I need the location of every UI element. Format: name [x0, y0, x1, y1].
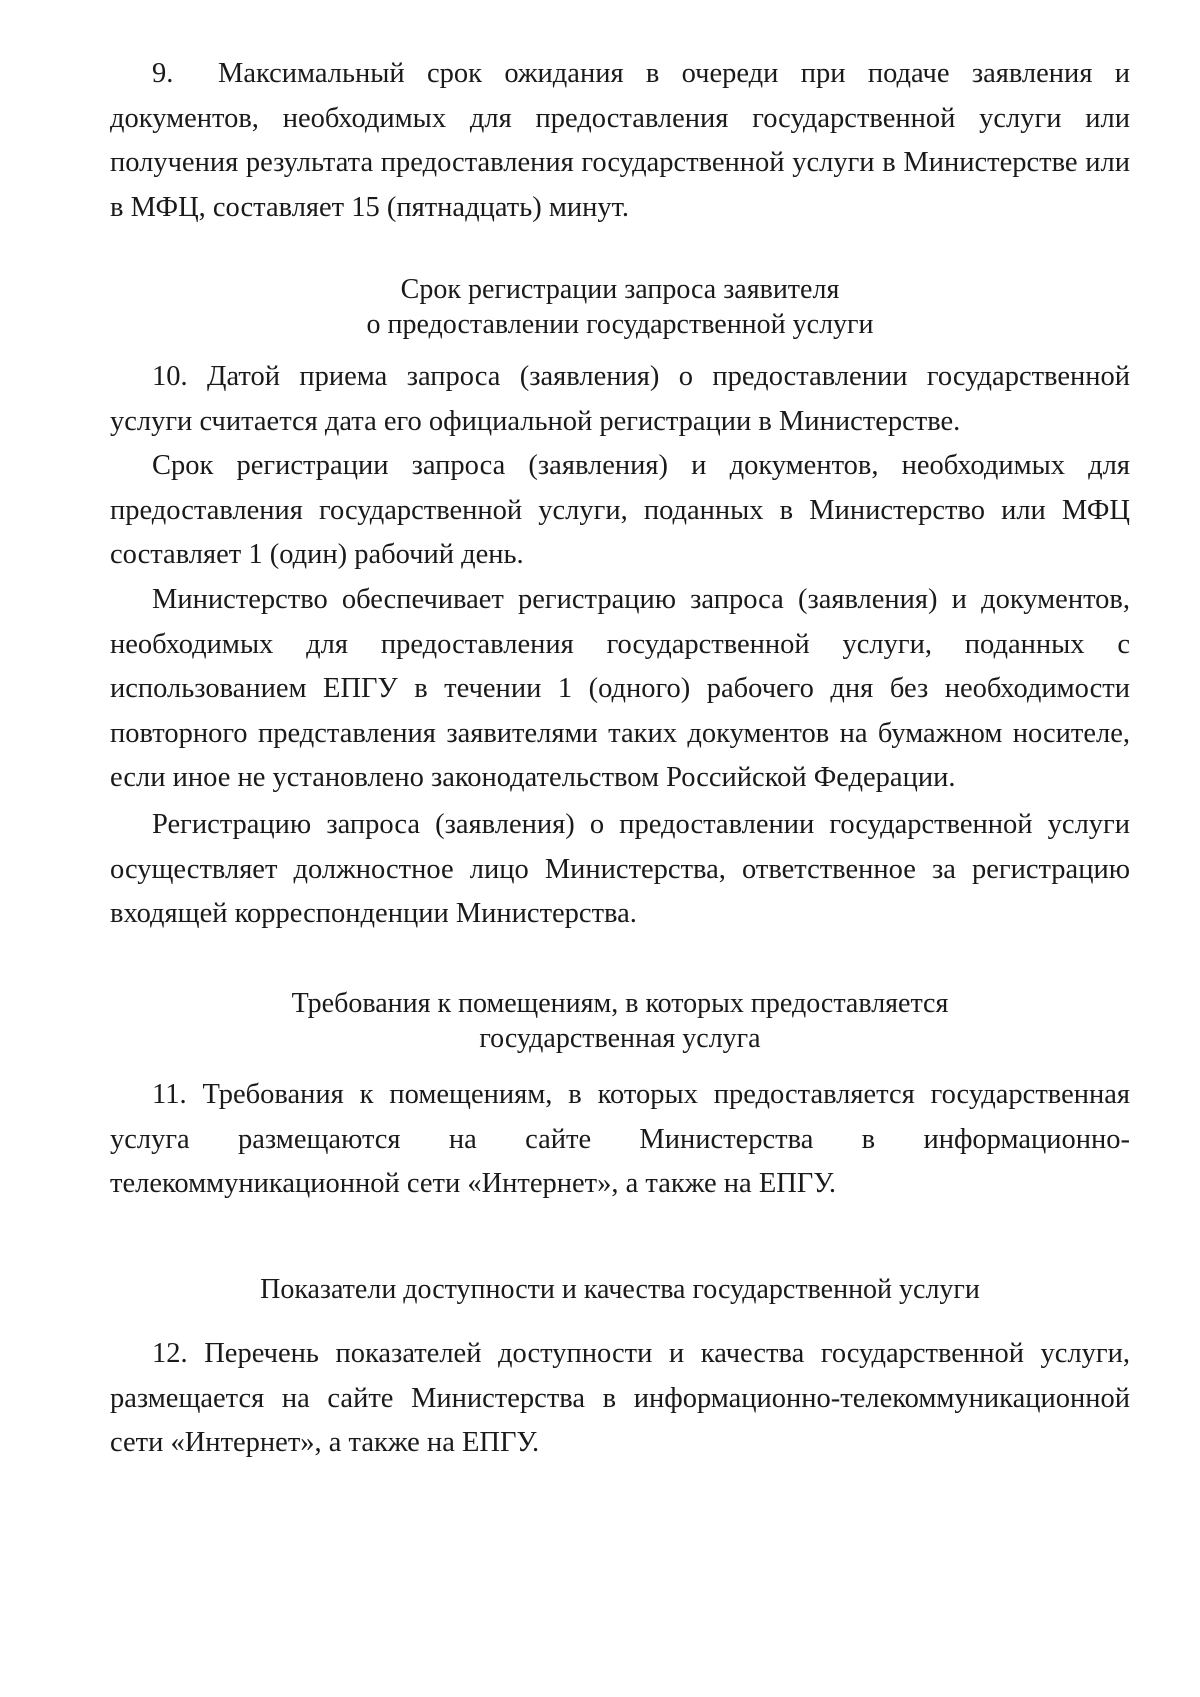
heading-registration-line2: о предоставлении государственной услуги [366, 309, 874, 340]
heading-indicators: Показатели доступности и качества государственной услуги [260, 1274, 980, 1305]
heading-premises-line1: Требования к помещениям, в которых предоставляется [291, 988, 949, 1019]
paragraph-10-term: Срок регистрации запроса (заявления) и документов, необходимых для предоставления государственной услуги, поданных в Министерство или МФЦ составляет 1 (один) рабочий день. [110, 450, 1130, 570]
paragraph-10: 10. Датой приема запроса (заявления) о предоставлении государственной услуги считается дата его официальной регистрации в Министерстве. [110, 361, 1130, 437]
heading-premises-requirements [110, 986, 1130, 1056]
paragraph-9: 9. Максимальный срок ожидания в очереди при подаче заявления и документов, необходимых для предоставления государственной услуги или получения результата предоставления государственной услуги в Министерстве или в МФЦ, составляет 15 (пятнадцать) минут. [110, 58, 1130, 223]
paragraph-12: 12. Перечень показателей доступности и качества государственной услуги, размещается на сайте Министерства в информационно-телекоммуникационной сети «Интернет», а также на ЕПГУ. [110, 1338, 1130, 1458]
paragraph-11: 11. Требования к помещениям, в которых предоставляется государственная услуга размещаются на сайте Министерства в информационно-телекоммуникационной сети «Интернет», а также на ЕПГУ. [110, 1079, 1130, 1199]
heading-registration-term [110, 272, 1130, 342]
heading-premises-line2: государственная услуга [479, 1023, 761, 1054]
heading-registration-line1: Срок регистрации запроса заявителя [400, 274, 840, 305]
paragraph-10-epgu: Министерство обеспечивает регистрацию запроса (заявления) и документов, необходимых для предоставления государственной услуги, поданных с использованием ЕПГУ в течении 1 (одного) рабочего дня без необходимости повторного представления заявителями таких документов на бумажном носителе, если иное не установлено законодательством Российской Федерации. [110, 584, 1130, 793]
paragraph-10-official: Регистрацию запроса (заявления) о предоставлении государственной услуги осуществляет должностное лицо Министерства, ответственное за регистрацию входящей корреспонденции Министерства. [110, 809, 1130, 929]
